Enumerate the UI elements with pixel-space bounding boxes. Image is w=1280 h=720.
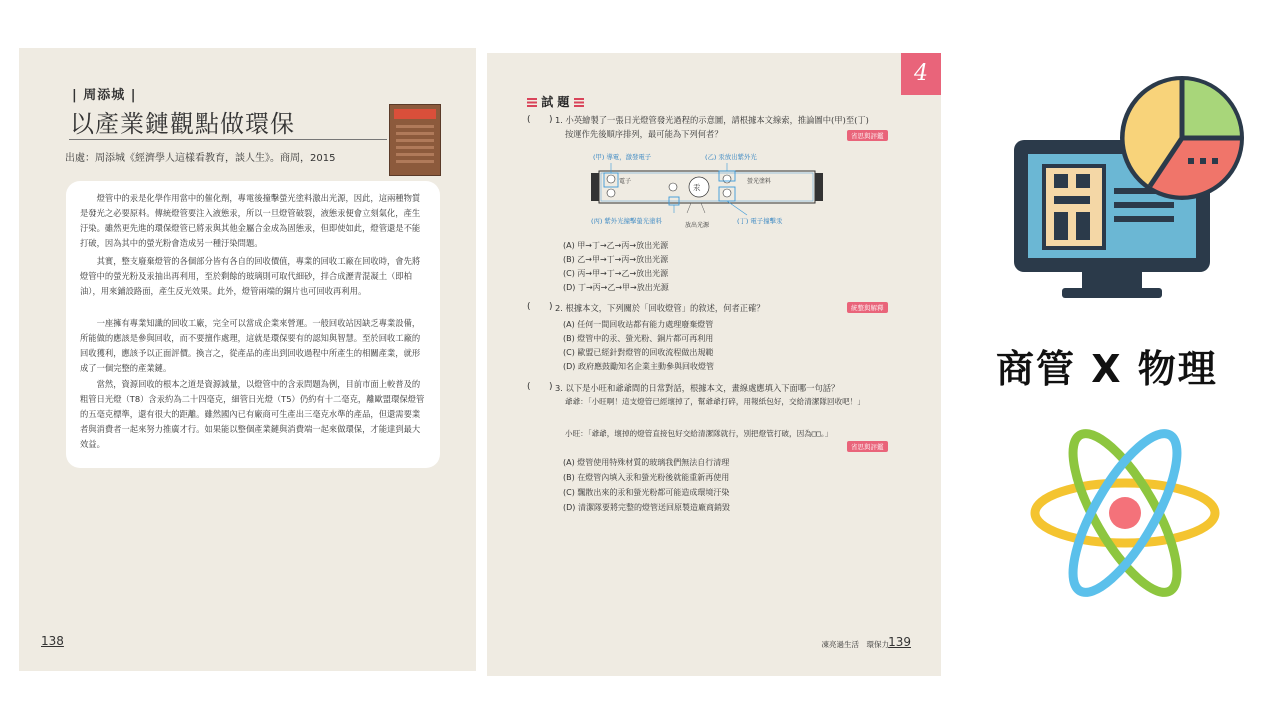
question-3-text: 3. 以下是小旺和爺爺間的日常對話，根據本文，畫線處應填入下面哪一句話？ (555, 383, 840, 393)
option: (D) 政府應鼓勵知名企業主動參與回收燈管 (563, 362, 714, 371)
answer-bracket-open: ( (527, 302, 531, 312)
computer-chart-icon (1010, 70, 1265, 310)
heading-bar-icon (527, 98, 537, 107)
option: (B) 乙→甲→丁→丙→放出光源 (563, 255, 669, 264)
article-body (66, 181, 440, 468)
chapter-tab: 4 (901, 53, 941, 95)
title-underline (69, 139, 387, 140)
label-yi: (乙) 汞放出紫外光 (705, 153, 757, 161)
exam-heading (527, 93, 584, 110)
option: (A) 甲→丁→乙→丙→放出光源 (563, 241, 669, 250)
atom-icon (1028, 426, 1223, 600)
label-ding: (丁) 電子撞擊汞 (737, 217, 783, 225)
left-book-page (19, 48, 476, 671)
page-number: 139 (888, 635, 911, 649)
option: (A) 燈管使用特殊材質的玻璃我們無法自行清理 (563, 458, 730, 467)
paragraph: 一座擁有專業知識的回收工廠，完全可以當成企業來營運。一般回收站因缺乏專業設備，所能做的應該是參與回收，而不要擅作處理，這就是環保要有的認知與智慧。至於回收工廠的回收獲利，應該予以正面評價。換言之，從產品的產出到回收過程中所產生的相關產業，就形成了一個完整的產業鏈。 (80, 318, 421, 374)
skill-badge: 省思與評鑑 (847, 130, 888, 141)
option: (C) 歐盟已經針對燈管的回收流程做出規範 (563, 348, 714, 357)
article-title: 以產業鏈觀點做環保 (70, 110, 295, 138)
option: (D) 丁→丙→乙→甲→放出光源 (563, 283, 669, 292)
paragraph: 當然，資源回收的根本之道是資源減量，以燈管中的含汞問題為例，目前市面上較普及的粗管日光燈（T8）含汞約為二十四毫克，細管日光燈（T5）仍約有十二毫克，離歐盟環保燈管的五毫克標準，還有很大的距離。雖然國內已有廠商可生產出三毫克水準的產品，但還需要業者與消費者一起來努力推廣才行。如果能以整個產業鏈與消費端一起來做環保，才能達到最大效益。 (80, 379, 425, 450)
label-jia: (甲) 導電，激發電子 (593, 153, 652, 161)
page-number: 138 (41, 634, 64, 648)
skill-badge: 統整與解釋 (847, 302, 888, 313)
footer-title: 凍亮過生活 環保力 (821, 640, 889, 649)
source-citation: 出處：周添城《經濟學人這樣看教育，談人生》。商周，2015 (65, 153, 336, 164)
option: (C) 飄散出來的汞和螢光粉都可能造成環境汙染 (563, 488, 730, 497)
dialog-xiaowang: 小旺：「爺爺，壞掉的燈管直接包好交給清潔隊就行，別把燈管打破，因為□□。」 (565, 429, 833, 438)
right-book-page (487, 53, 941, 676)
paragraph: 燈管中的汞是化學作用當中的催化劑，專電後撞擊螢光塗料激出光源，因此，這兩種物質是發光之必要原料。傳統燈管要注入液態汞，所以一旦燈管破裂，液態汞便會立刻氣化，產生汙染。雖然更先進的環保燈管已將汞與其他金屬合金成為固態汞，但即使如此，燈管還是不能打破，因為其中的螢光粉會造成另一種汙染問題。 (80, 193, 421, 249)
book-cover-image (389, 104, 441, 176)
fluorescent-tube-diagram (587, 149, 827, 235)
option: (A) 任何一間回收站都有能力處理廢棄燈管 (563, 320, 714, 329)
question-1-text: 1. 小英繪製了一張日光燈管發光過程的示意圖，請根據本文線索，推論圖中(甲)至(丁) (555, 115, 869, 125)
question-2-text: 2. 根據本文，下列關於「回收燈管」的敘述，何者正確？ (555, 303, 765, 313)
question-1-text-cont: 按運作先後順序排列，最可能為下列何者？ (565, 129, 723, 139)
answer-bracket-close: ) (549, 382, 553, 392)
label-electron: 電子 (619, 178, 632, 185)
label-coating: 螢光塗料 (747, 178, 772, 185)
author-name: | 周添城 | (72, 88, 137, 103)
answer-bracket-open: ( (527, 115, 531, 125)
option: (B) 在燈管內填入汞和螢光粉後就能重新再使用 (563, 473, 730, 482)
paragraph: 其實，整支廢棄燈管的各個部分皆有各自的回收價值，專業的回收工廠在回收時，會先將燈管中的螢光粉及汞抽出再利用，至於剩餘的玻璃則可取代細砂，拌合成瀝青混凝土（即柏油），用來鋪設路面，產生反光效果。此外，燈管兩端的銅片也可回收再利用。 (80, 256, 421, 297)
option: (C) 丙→甲→丁→乙→放出光源 (563, 269, 669, 278)
label-mercury: 汞 (693, 183, 701, 192)
option: (D) 清潔隊要將完整的燈管送回原製造廠商銷毀 (563, 503, 730, 512)
exam-title: 試 題 (541, 95, 570, 109)
answer-bracket-close: ) (549, 302, 553, 312)
label-bing: (丙) 紫外光撞擊螢光塗料 (591, 217, 662, 225)
answer-bracket-open: ( (527, 382, 531, 392)
label-light: 放出光源 (685, 222, 710, 229)
dialog-grandpa: 爺爺：「小旺啊！這支燈管已經壞掉了，幫爺爺打碎，用報紙包好，交給清潔隊回收吧！」 (565, 397, 865, 406)
skill-badge: 省思與評鑑 (847, 441, 888, 452)
answer-bracket-close: ) (549, 115, 553, 125)
topic-heading: 商管 X 物理 (996, 347, 1218, 391)
option: (B) 燈管中的汞、螢光粉、銅片都可再利用 (563, 334, 714, 343)
heading-bar-icon (574, 98, 584, 107)
